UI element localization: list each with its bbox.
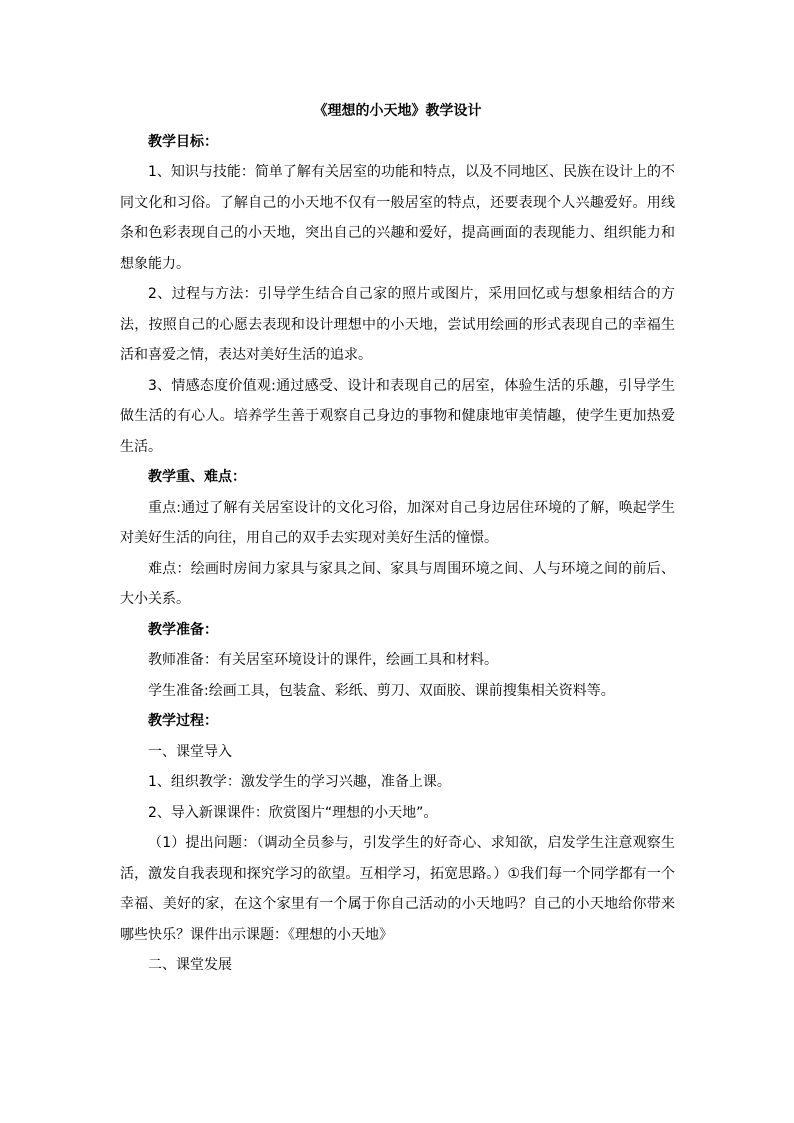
page-title: 《理想的小天地》教学设计 xyxy=(313,103,482,119)
subheading-step-2: 二、课堂发展 xyxy=(148,957,232,973)
paragraph-step-1-1: 1、组织教学：激发学生的学习兴趣，准备上课。 xyxy=(148,774,451,790)
section-heading-process: 教学过程： xyxy=(148,713,218,729)
paragraph-key-point: 重点:通过了解有关居室设计的文化习俗，加深对自己身边居住环境的了解，唤起学生对美好生活的向往，用自己的双手去实现对美好生活的憧憬。 xyxy=(120,499,675,546)
document-body xyxy=(120,96,675,981)
paragraph-goal-1: 1、知识与技能：简单了解有关居室的功能和特点，以及不同地区、民族在设计上的不同文化和习俗。了解自己的小天地不仅有一般居室的特点，还要表现个人兴趣爱好。用线条和色彩表现自己的小天地，突出自己的兴趣和爱好，提高画面的表现能力、组织能力和想象能力。 xyxy=(120,164,675,272)
paragraph-student-prep: 学生准备:绘画工具，包装盒、彩纸、剪刀、双面胶、课前搜集相关资料等。 xyxy=(148,682,615,699)
section-heading-preparation: 教学准备： xyxy=(148,621,218,638)
section-heading-keypoints: 教学重、难点： xyxy=(148,469,246,485)
paragraph-step-1-2-1: （1）提出问题：（调动全员参与，引发学生的好奇心、求知欲，启发学生注意观察生活，激发自我表现和探究学习的欲望。互相学习，拓宽思路。）①我们每一个同学都有一个幸福、美好的家，在这个家里有一个属于你自己活动的小天地吗？自己的小天地给你带来哪些快乐？课件出示课题：《理想的小天地》 xyxy=(120,835,675,943)
paragraph-difficulty: 难点：绘画时房间力家具与家具之间、家具与周围环境之间、人与环境之间的前后、大小关系。 xyxy=(120,560,675,607)
subheading-step-1: 一、课堂导入 xyxy=(148,743,232,760)
paragraph-teacher-prep: 教师准备：有关居室环境设计的课件，绘画工具和材料。 xyxy=(148,652,498,668)
section-heading-goals: 教学目标： xyxy=(148,133,218,150)
paragraph-goal-2: 2、过程与方法：引导学生结合自己家的照片或图片，采用回忆或与想象相结合的方法，按照自己的心愿去表现和设计理想中的小天地，尝试用绘画的形式表现自己的幸福生活和喜爱之情，表达对美好生活的追求。 xyxy=(120,286,675,363)
paragraph-step-1-2: 2、导入新课课件：欣赏图片“理想的小天地”。 xyxy=(148,804,438,821)
paragraph-goal-3: 3、情感态度价值观:通过感受、设计和表现自己的居室，体验生活的乐趣，引导学生做生活的有心人。培养学生善于观察自己身边的事物和健康地审美情趣，使学生更加热爱生活。 xyxy=(120,377,675,455)
